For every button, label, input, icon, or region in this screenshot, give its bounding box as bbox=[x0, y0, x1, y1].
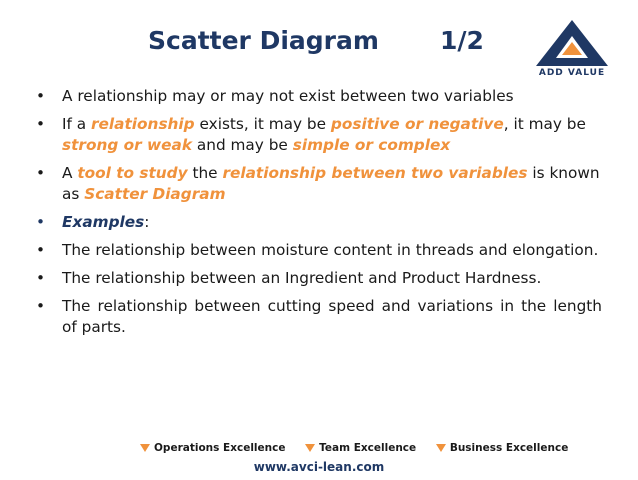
emphasis-text: simple or complex bbox=[292, 136, 451, 154]
triangle-down-icon bbox=[436, 444, 446, 452]
bullet-text: the bbox=[187, 164, 223, 182]
bullet-text: : bbox=[144, 213, 150, 231]
logo-triangle-icon bbox=[530, 18, 614, 68]
bullet-text: exists, it may be bbox=[194, 115, 331, 133]
bullet-dot: • bbox=[36, 269, 46, 287]
bullet-text: A relationship may or may not exist between two variables bbox=[62, 87, 514, 105]
list-item bbox=[36, 212, 602, 233]
logo bbox=[530, 18, 614, 84]
bullet-list bbox=[36, 86, 602, 345]
logo-text: ADD VALUE bbox=[538, 68, 606, 78]
bullet-dot: • bbox=[36, 115, 46, 133]
list-item bbox=[36, 86, 602, 107]
bullet-dot: • bbox=[36, 213, 46, 231]
footer-item-label: Operations Excellence bbox=[154, 442, 286, 454]
list-item bbox=[36, 114, 602, 156]
emphasis-text: Scatter Diagram bbox=[84, 185, 226, 203]
footer-item bbox=[436, 442, 569, 454]
emphasis-text: positive or negative bbox=[330, 115, 504, 133]
bullet-text: If a bbox=[62, 115, 91, 133]
list-item bbox=[36, 163, 602, 205]
bullet-dot: • bbox=[36, 87, 46, 105]
emphasis-text: relationship bbox=[91, 115, 195, 133]
bullet-dot: • bbox=[36, 297, 46, 315]
emphasis-text: relationship between two variables bbox=[222, 164, 528, 182]
triangle-down-icon bbox=[305, 444, 315, 452]
bullet-text: The relationship between moisture content in threads and elongation. bbox=[62, 241, 599, 259]
bullet-text: A bbox=[62, 164, 78, 182]
page-number: 1/2 bbox=[440, 26, 484, 55]
bullet-text: and may be bbox=[192, 136, 293, 154]
triangle-down-icon bbox=[140, 444, 150, 452]
bullet-text: The relationship between an Ingredient and Product Hardness. bbox=[62, 269, 542, 287]
footer-item-label: Team Excellence bbox=[319, 442, 417, 454]
list-item bbox=[36, 296, 602, 338]
footer-item-label: Business Excellence bbox=[449, 442, 569, 454]
bullet-text: The relationship between cutting speed and variations in the length of parts. bbox=[62, 297, 602, 336]
bullet-text: is known as bbox=[62, 164, 600, 203]
list-item bbox=[36, 240, 602, 261]
emphasis-text: strong or weak bbox=[62, 136, 193, 154]
bullet-text: , it may be bbox=[503, 115, 586, 133]
footer-item bbox=[305, 442, 416, 454]
footer-tagline bbox=[140, 442, 584, 454]
emphasis-text: tool to study bbox=[77, 164, 188, 182]
list-item bbox=[36, 268, 602, 289]
page-title: Scatter Diagram bbox=[148, 26, 379, 55]
footer-item bbox=[140, 442, 285, 454]
footer bbox=[0, 440, 638, 480]
examples-heading: Examples bbox=[62, 213, 145, 231]
bullet-dot: • bbox=[36, 241, 46, 259]
bullet-dot: • bbox=[36, 164, 46, 182]
footer-url[interactable]: www.avci-lean.com bbox=[253, 460, 385, 474]
